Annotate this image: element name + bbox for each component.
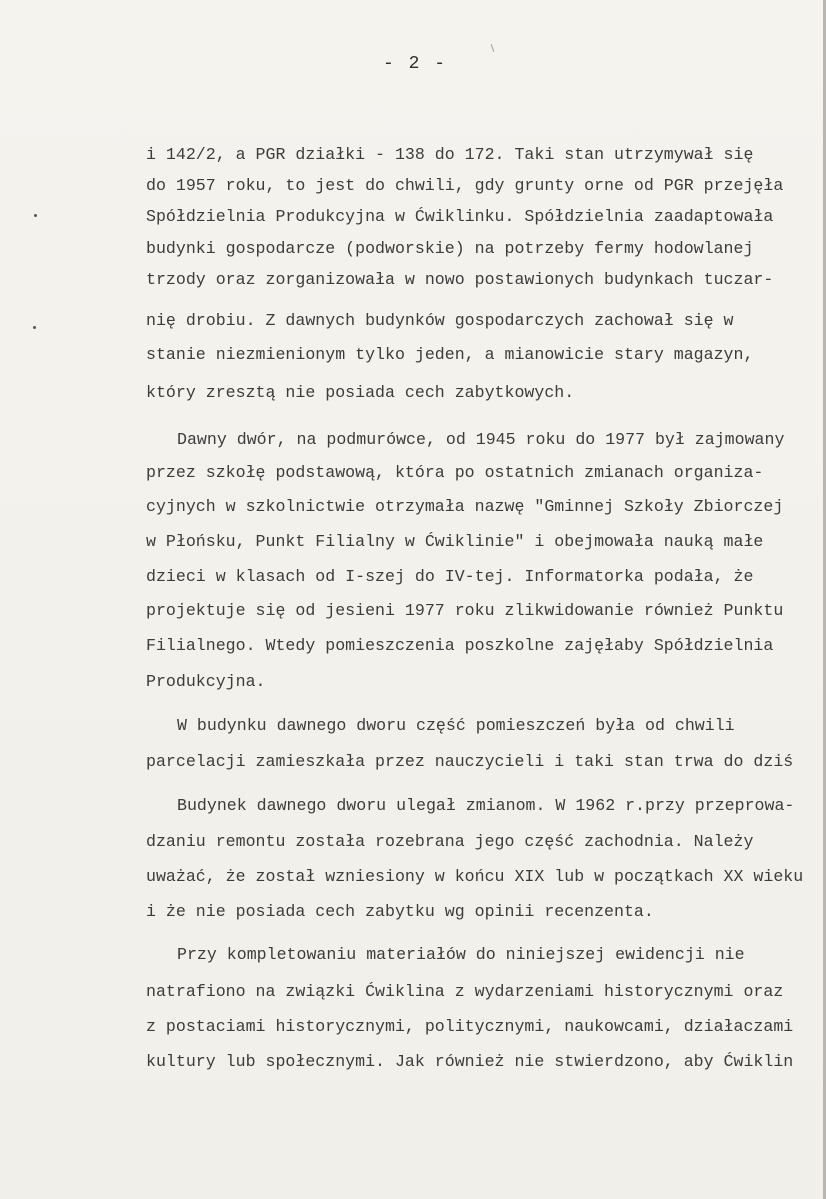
text-line: z postaciami historycznymi, politycznymi, naukowcami, działaczami — [146, 1017, 794, 1036]
text-line: stanie niezmienionym tylko jeden, a mianowicie stary magazyn, — [146, 345, 754, 364]
text-line: cyjnych w szkolnictwie otrzymała nazwę "Gminnej Szkoły Zbiorczej — [146, 497, 784, 516]
text-line: Przy kompletowaniu materiałów do niniejszej ewidencji nie — [177, 945, 745, 964]
text-line: przez szkołę podstawową, która po ostatnich zmianach organiza- — [146, 463, 764, 482]
text-line: kultury lub społecznymi. Jak również nie stwierdzono, aby Ćwiklin — [146, 1052, 794, 1071]
text-line: Spółdzielnia Produkcyjna w Ćwiklinku. Spółdzielnia zaadaptowała — [146, 207, 774, 226]
text-line: nię drobiu. Z dawnych budynków gospodarczych zachował się w — [146, 311, 734, 330]
text-line: natrafiono na związki Ćwiklina z wydarzeniami historycznymi oraz — [146, 982, 784, 1001]
text-line: projektuje się od jesieni 1977 roku zlikwidowanie również Punktu — [146, 601, 784, 620]
text-line: w Płońsku, Punkt Filialny w Ćwiklinie" i obejmowała nauką małe — [146, 532, 764, 551]
text-line: i 142/2, a PGR działki - 138 do 172. Taki stan utrzymywał się — [146, 145, 754, 164]
text-line: Budynek dawnego dworu ulegał zmianom. W 1962 r.przy przeprowa- — [177, 796, 795, 815]
text-line: W budynku dawnego dworu część pomieszczeń była od chwili — [177, 716, 735, 735]
text-line: budynki gospodarcze (podworskie) na potrzeby fermy hodowlanej — [146, 239, 754, 258]
text-line: trzody oraz zorganizowała w nowo postawionych budynkach tuczar- — [146, 270, 774, 289]
text-line: do 1957 roku, to jest do chwili, gdy grunty orne od PGR przejęła — [146, 176, 784, 195]
text-line: parcelacji zamieszkała przez nauczycieli i taki stan trwa do dziś — [146, 752, 794, 771]
text-line: Produkcyjna. — [146, 672, 266, 691]
text-line: i że nie posiada cech zabytku wg opinii recenzenta. — [146, 902, 654, 921]
text-line: który zresztą nie posiada cech zabytkowych. — [146, 383, 575, 402]
page-number: - 2 - — [382, 54, 447, 74]
text-line: Filialnego. Wtedy pomieszczenia poszkolne zajęłaby Spółdzielnia — [146, 636, 774, 655]
text-line: Dawny dwór, na podmurówce, od 1945 roku do 1977 był zajmowany — [177, 430, 785, 449]
text-line: uważać, że został wzniesiony w końcu XIX lub w początkach XX wieku — [146, 867, 804, 886]
text-line: dzaniu remontu została rozebrana jego część zachodnia. Należy — [146, 832, 754, 851]
text-line: dzieci w klasach od I-szej do IV-tej. Informatorka podała, że — [146, 567, 754, 586]
